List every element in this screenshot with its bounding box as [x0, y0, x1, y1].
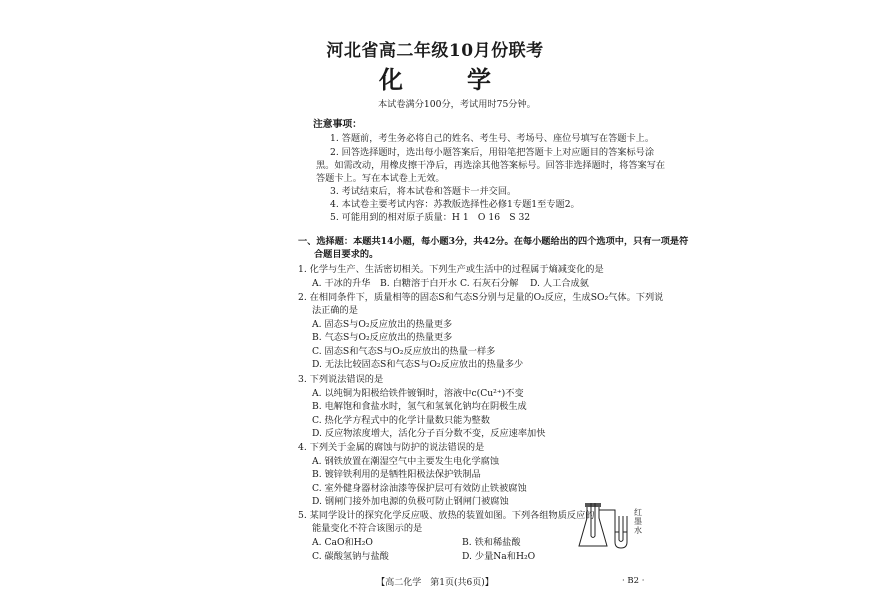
subject-title: 化 学	[379, 65, 511, 94]
stopper	[585, 503, 601, 507]
figure-label: 红墨水	[634, 508, 642, 535]
question-2-stem: 法正确的是	[312, 305, 358, 316]
option-b: B. 气态S与O₂反应放出的热量更多	[312, 332, 453, 343]
option-d: D. 钢闸门接外加电源的负极可防止钢闸门被腐蚀	[312, 496, 509, 507]
option-b: B. 白糖溶于白开水	[380, 278, 457, 289]
notes-heading: 注意事项：	[313, 119, 362, 130]
connecting-tube	[599, 510, 615, 522]
note-line: 2. 回答选择题时，选出每小题答案后，用铅笔把答题卡上对应题目的答案标号涂	[330, 147, 655, 158]
option-a: A. CaO和H₂O	[312, 537, 373, 548]
u-tube-inner	[619, 516, 623, 542]
option-c: C. 固态S和气态S与O₂反应放出的热量一样多	[312, 346, 496, 357]
option-c: C. 石灰石分解	[460, 278, 519, 289]
exam-title: 河北省高二年级10月份联考	[326, 41, 544, 61]
paper-code: · B2 ·	[622, 576, 645, 586]
note-line: 5. 可能用到的相对原子质量：H 1 O 16 S 32	[330, 212, 531, 223]
question-3-stem: 3. 下列说法错误的是	[298, 374, 384, 385]
note-line: 1. 答题前，考生务必将自己的姓名、考生号、考场号、座位号填写在答题卡上。	[330, 133, 655, 144]
option-a: A. 钢铁放置在潮湿空气中主要发生电化学腐蚀	[312, 456, 500, 467]
note-line: 4. 本试卷主要考试内容：苏教版选择性必修1专题1至专题2。	[330, 199, 580, 210]
option-d: D. 无法比较固态S和气态S与O₂反应放出的热量多少	[312, 359, 524, 370]
section-heading: 一、选择题：本题共14小题，每小题3分，共42分。在每小题给出的四个选项中，只有一项是符	[298, 236, 689, 247]
option-d: D. 少量Na和H₂O	[462, 551, 536, 562]
option-b: B. 电解饱和食盐水时，氢气和氢氧化钠均在阴极生成	[312, 401, 527, 412]
note-line: 3. 考试结束后，将本试卷和答题卡一并交回。	[330, 186, 517, 197]
section-heading: 合题目要求的。	[314, 249, 379, 260]
option-a: A. 以纯铜为阳极给铁件镀铜时，溶液中c(Cu²⁺)不变	[312, 388, 524, 399]
question-1-stem: 1. 化学与生产、生活密切相关。下列生产或生活中的过程属于熵减变化的是	[298, 264, 604, 275]
option-d: D. 人工合成氨	[530, 278, 589, 289]
option-c: C. 热化学方程式中的化学计量数只能为整数	[312, 415, 490, 426]
option-c: C. 室外健身器材涂油漆等保护层可有效防止铁被腐蚀	[312, 483, 527, 494]
flask-shape	[579, 506, 607, 546]
option-b: B. 铁和稀盐酸	[462, 537, 521, 548]
option-b: B. 镀锌铁利用的是牺牲阳极法保护铁制品	[312, 469, 481, 480]
test-tube	[591, 503, 595, 538]
option-a: A. 固态S与O₂反应放出的热量更多	[312, 319, 453, 330]
apparatus-figure	[577, 502, 637, 552]
exam-info: 本试卷满分100分，考试用时75分钟。	[378, 99, 536, 110]
question-4-stem: 4. 下列关于金属的腐蚀与防护的说法错误的是	[298, 442, 485, 453]
page-footer: 【高二化学 第1页(共6页)】	[376, 578, 494, 588]
option-a: A. 干冰的升华	[312, 278, 371, 289]
question-5-stem: 能量变化不符合该图示的是	[312, 523, 423, 534]
note-line: 黑。如需改动，用橡皮擦干净后，再选涂其他答案标号。回答非选择题时，将答案写在	[316, 160, 666, 171]
option-d: D. 反应物浓度增大，活化分子百分数不变，反应速率加快	[312, 428, 546, 439]
note-line: 答题卡上。写在本试卷上无效。	[316, 173, 445, 184]
question-2-stem: 2. 在相同条件下，质量相等的固态S和气态S分别与足量的O₂反应，生成SO₂气体。下列说	[298, 292, 664, 303]
option-c: C. 碳酸氢钠与盐酸	[312, 551, 389, 562]
question-5-stem: 5. 某同学设计的探究化学反应吸、放热的装置如图。下列各组物质反应的	[298, 510, 595, 521]
